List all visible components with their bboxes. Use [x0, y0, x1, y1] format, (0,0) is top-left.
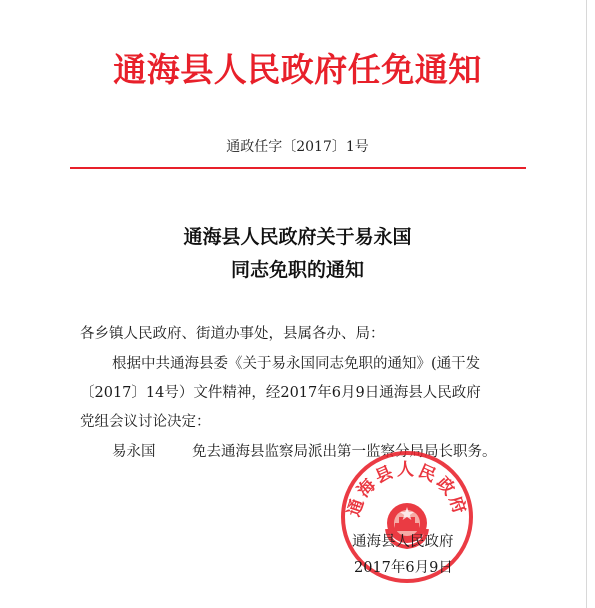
- body-paragraph-line-3: 党组会议讨论决定：: [80, 414, 211, 430]
- body-paragraph-line-1: 根据中共通海县委《关于易永国同志免职的通知》(通干发: [112, 356, 481, 372]
- signing-date: 2017年6月9日: [354, 560, 453, 576]
- addressee-line: 各乡镇人民政府、街道办事处，县属各办、局：: [80, 326, 385, 342]
- red-divider: [70, 167, 526, 169]
- svg-text:通海县人民政府: 通海县人民政府: [344, 460, 470, 520]
- page-edge: [586, 0, 587, 608]
- appointee-name: 易永国: [112, 444, 156, 460]
- document-number: 通政任字〔2017〕1号: [226, 139, 369, 155]
- appointment-action: 免去通海县监察局派出第一监察分局局长职务。: [192, 444, 497, 460]
- document-title-line-2: 同志免职的通知: [230, 259, 364, 281]
- header-title: 通海县人民政府任免通知: [113, 50, 482, 89]
- document-title-line-1: 通海县人民政府关于易永国: [183, 226, 412, 248]
- body-paragraph-line-2: 〔2017〕14号）文件精神，经2017年6月9日通海县人民政府: [80, 385, 481, 401]
- signing-organization: 通海县人民政府: [352, 534, 454, 550]
